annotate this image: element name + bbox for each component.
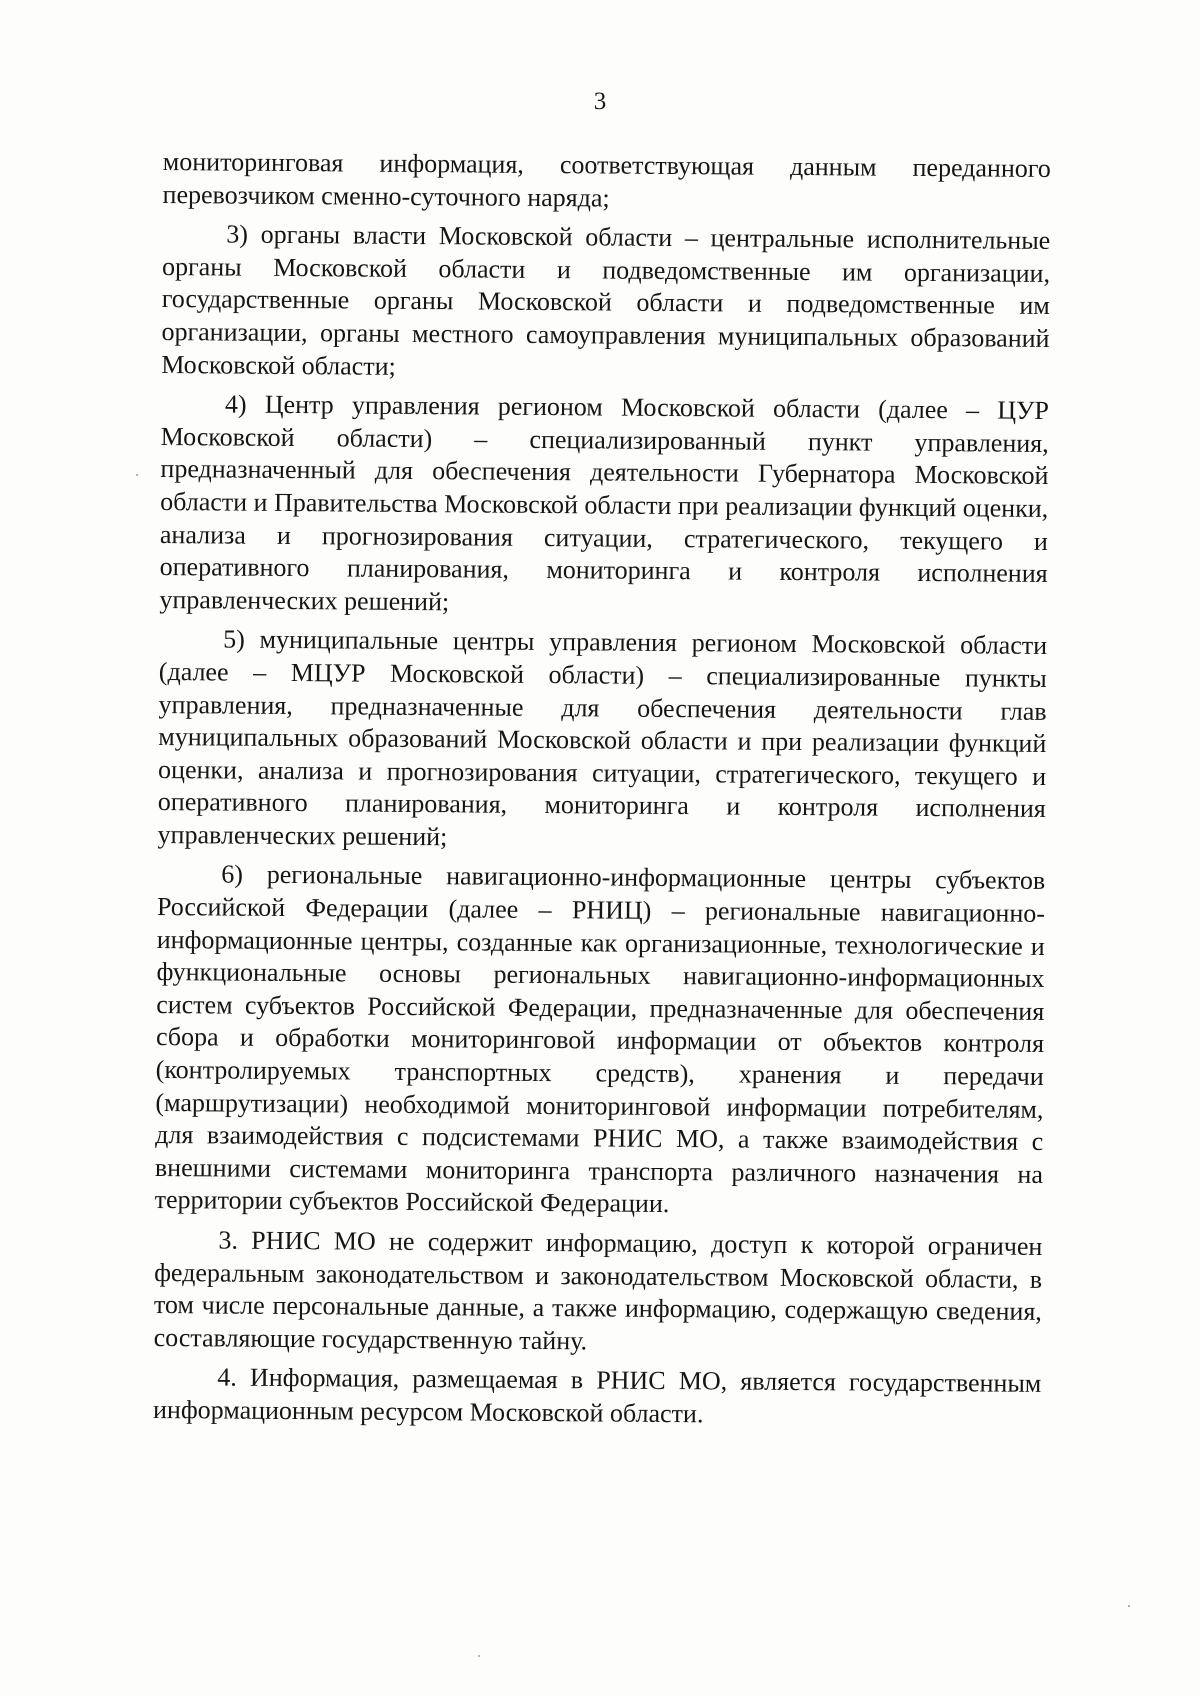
paragraph-item-3-authorities: 3) органы власти Московской области – центральные исполнительные органы Московской области и подведомственные им организации, государственные органы Московской области и подведомственные им организации, органы местного самоуправления муниципальных образований Московской области;	[161, 219, 1051, 381]
document-body	[153, 146, 1051, 1440]
paragraph-clause-4: 4. Информация, размещаемая в РНИС МО, является государственным информационным ресурсом Московской области.	[152, 1362, 1042, 1429]
scan-speck	[478, 1655, 480, 1657]
paragraph-item-4-tsur: 4) Центр управления регионом Московской области (далее – ЦУР Московской области) – специализированный пункт управления, предназначенный для обеспечения деятельности Губернатора Московской области и Правительства Московской области при реализации функций оценки, анализа и прогнозирования ситуации, стратегического, текущего и оперативного планирования, мониторинга и контроля исполнения управленческих решений;	[159, 389, 1050, 616]
paragraph-clause-3: 3. РНИС МО не содержит информацию, доступ к которой ограничен федеральным законодательством и законодательством Московской области, в том числе персональные данные, а также информацию, содержащую сведения, составляющие государственную тайну.	[153, 1225, 1043, 1356]
paragraph-item-6-rnits: 6) региональные навигационно-информационные центры субъектов Российской Федерации (далее – РНИЦ) – региональные навигационно-информационные центры, созданные как организационные, технологические и функциональные основы региональных навигационно-информационных систем субъектов Российской Федерации, предназначенные для обеспечения сбора и обработки мониторинговой информации от объектов контроля (контролируемых транспортных средств), хранения и передачи (маршрутизации) необходимой мониторинговой информации потребителям, для взаимодействия с подсистемами РНИС МО, а также взаимодействия с внешними системами мониторинга транспорта различного назначения на территории субъектов Российской Федерации.	[154, 859, 1046, 1219]
page-number: 3	[593, 88, 607, 115]
paragraph-item-5-mtsur: 5) муниципальные центры управления регионом Московской области (далее – МЦУР Московской области) – специализированные пункты управления, предназначенные для обеспечения деятельности глав муниципальных образований Московской области и при реализации функций оценки, анализа и прогнозирования ситуации, стратегического, текущего и оперативного планирования, мониторинга и контроля исполнения управленческих решений;	[157, 624, 1048, 852]
paragraph-continuation: мониторинговая информация, соответствующая данным переданного перевозчиком сменно-суточного наряда;	[162, 146, 1051, 213]
scan-speck	[136, 474, 138, 476]
scan-speck	[1128, 1605, 1130, 1607]
